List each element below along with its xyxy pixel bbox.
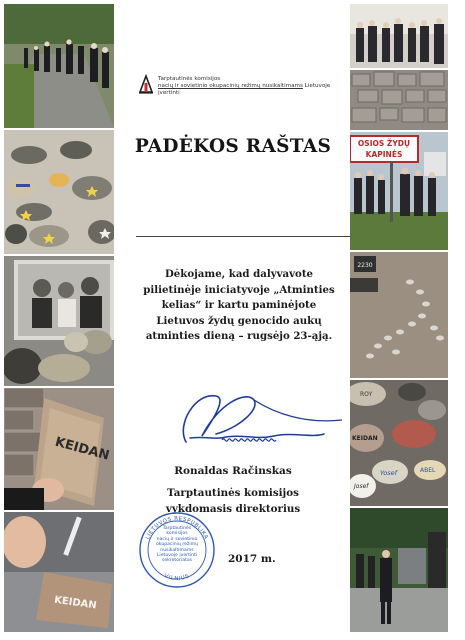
stone-label-abel: ABEL	[420, 467, 436, 474]
stone-label-painted: KEIDAN	[53, 594, 98, 612]
photo-group-building	[350, 4, 448, 68]
organization-line-1: Tarptautinės komisijos	[158, 76, 221, 82]
certificate-page	[4, 4, 444, 632]
marker-number: 2230	[357, 262, 373, 269]
left-photo-column	[4, 4, 114, 632]
issue-year: 2017 m.	[228, 553, 276, 565]
stone-label-yosef: Yosef	[380, 469, 397, 477]
photo-painted-stones	[4, 130, 114, 254]
stamp-line: okupacinių režimų	[155, 542, 199, 548]
stone-label-josef: Josef	[354, 483, 369, 490]
photo-keidan-brick	[4, 388, 114, 510]
memorial-logo-icon	[138, 74, 154, 94]
stamp-line: Tarptautinės	[162, 526, 192, 531]
stone-label-roy: ROY	[360, 391, 373, 398]
divider	[136, 236, 350, 237]
thanks-message	[122, 267, 356, 345]
certificate-body	[116, 4, 350, 632]
photo-painting-stone	[4, 512, 114, 632]
stamp-line: Lietuvoje įvertinti	[156, 553, 198, 559]
photo-family-portrait	[4, 256, 114, 386]
brick-label-keidan: KEIDAN	[53, 434, 111, 464]
handwritten-signature	[146, 384, 346, 454]
stamp-line: sekretoriatas	[161, 558, 193, 564]
role-line: vykdomasis direktorius	[165, 503, 301, 515]
sign-line-1: OSIOS ŽYDŲ	[357, 139, 411, 148]
stamp-ring-top: LIETUVOS RESPUBLIKA	[145, 515, 209, 541]
organization-line-2: nacių ir sovietinio okupacinių režimų nusikaltimams	[158, 83, 303, 89]
stone-label-keidan: KEIDAN	[352, 435, 378, 442]
photo-speaker-memorial	[350, 508, 448, 632]
message-line: pilietinėje iniciatyvoje „Atminties	[143, 283, 335, 296]
message-line: kelias“ ir kartu paminėjote	[161, 299, 317, 311]
message-line: Lietuvos žydų genocido aukų	[156, 314, 322, 327]
stamp-ring-bottom: VILNIUS	[163, 573, 191, 583]
stamp-line: nacių ir sovietinio	[156, 536, 198, 542]
organization-name	[158, 76, 348, 97]
photo-cemetery-sign	[350, 132, 448, 250]
photo-cobblestones	[350, 70, 448, 130]
right-photo-column	[350, 4, 448, 632]
stamp-inner-text	[144, 526, 210, 564]
message-line: atminties dieną – rugsėjo 23-ąją.	[145, 330, 333, 342]
svg-text:VILNIUS	[163, 573, 191, 582]
photo-ground-stones	[350, 252, 448, 378]
photo-march-crowd	[4, 4, 114, 128]
stamp-line: komisijos	[166, 531, 188, 537]
role-line: Tarptautinės komisijos	[167, 487, 299, 499]
sign-line-2: KAPINĖS	[365, 150, 403, 159]
organization-line-2-rest: Lietuvoje įvertinti	[158, 83, 331, 96]
signer-name: Ronaldas Račinskas	[174, 465, 292, 477]
stamp-line: nusikaltimams	[160, 547, 194, 553]
photo-name-stones	[350, 380, 448, 506]
message-line: Dėkojame, kad dalyvavote	[164, 268, 314, 280]
page-title: PADĖKOS RAŠTAS	[134, 136, 332, 157]
